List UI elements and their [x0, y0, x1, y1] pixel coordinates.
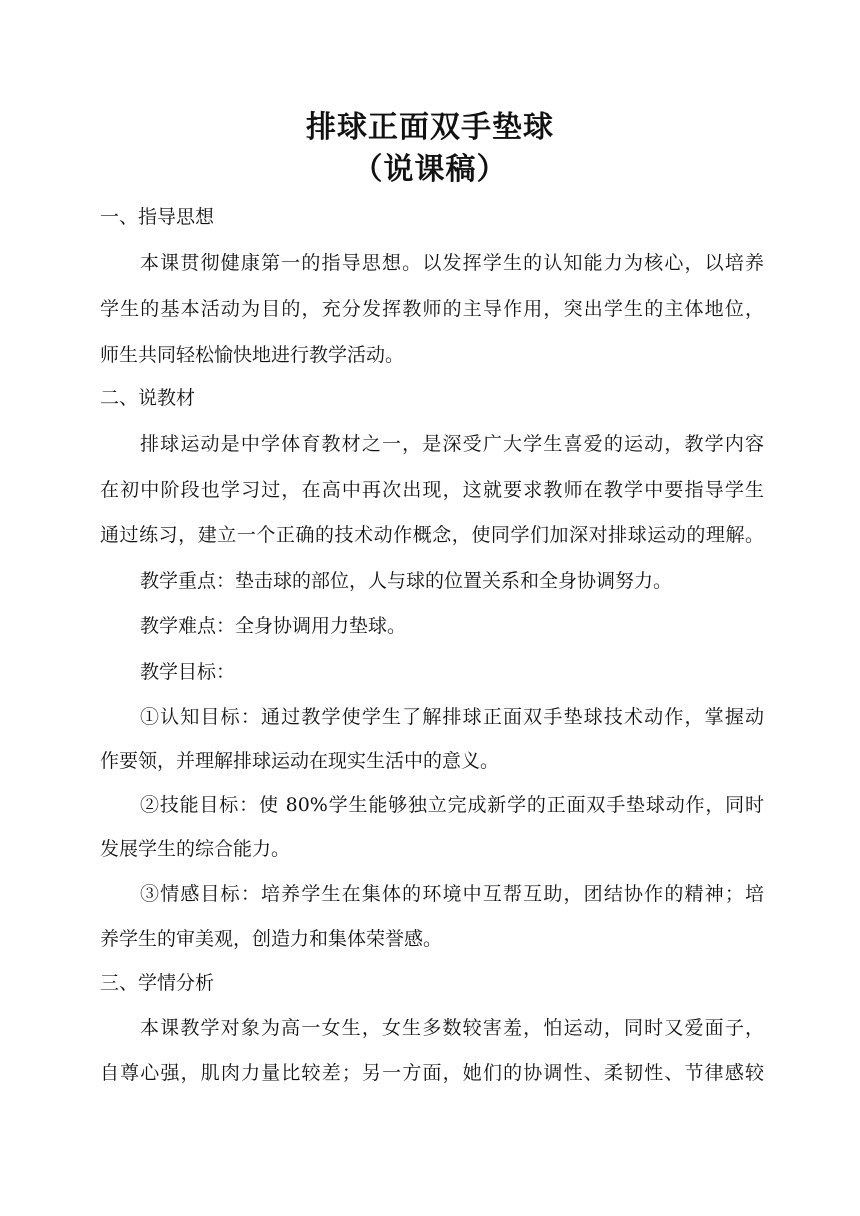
paragraph-line: 本课教学对象为高一女生，女生多数较害羞，怕运动，同时又爱面子， — [140, 1017, 764, 1039]
section-heading-guiding-thought: 一、指导思想 — [100, 206, 215, 228]
paragraph-line: 本课贯彻健康第一的指导思想。以发挥学生的认知能力为核心，以培养 — [140, 252, 764, 274]
paragraph-line: 通过练习，建立一个正确的技术动作概念，使同学们加深对排球运动的理解。 — [100, 524, 764, 546]
cognitive-objective-line: ①认知目标：通过教学使学生了解排球正面双手垫球技术动作，掌握动 — [140, 706, 764, 728]
skill-objective-line: ②技能目标：使 80%学生能够独立完成新学的正面双手垫球动作，同时 — [140, 794, 764, 816]
paragraph-line: 学生的基本活动为目的，充分发挥教师的主导作用，突出学生的主体地位， — [100, 298, 764, 320]
paragraph-line: 在初中阶段也学习过，在高中再次出现，这就要求教师在教学中要指导学生 — [100, 479, 764, 501]
paragraph-line: 师生共同轻松愉快地进行教学活动。 — [100, 344, 405, 366]
paragraph-line: 自尊心强，肌肉力量比较差；另一方面，她们的协调性、柔韧性、节律感较 — [100, 1062, 764, 1084]
document-title: 排球正面双手垫球 — [306, 110, 554, 145]
teaching-difficulty: 教学难点：全身协调用力垫球。 — [140, 615, 407, 637]
paragraph-line: 排球运动是中学体育教材之一，是深受广大学生喜爱的运动，教学内容 — [140, 433, 764, 455]
section-heading-teaching-material: 二、说教材 — [100, 387, 196, 409]
document-subtitle: （说课稿） — [352, 152, 508, 187]
skill-objective-line: 发展学生的综合能力。 — [100, 838, 291, 860]
teaching-objectives-label: 教学目标： — [140, 661, 236, 683]
section-heading-student-analysis: 三、学情分析 — [100, 972, 215, 994]
emotional-objective-line: 养学生的审美观，创造力和集体荣誉感。 — [100, 928, 443, 950]
teaching-key-point: 教学重点：垫击球的部位，人与球的位置关系和全身协调努力。 — [140, 570, 673, 592]
emotional-objective-line: ③情感目标：培养学生在集体的环境中互帮互助，团结协作的精神；培 — [140, 883, 764, 905]
cognitive-objective-line: 作要领，并理解排球运动在现实生活中的意义。 — [100, 750, 500, 772]
